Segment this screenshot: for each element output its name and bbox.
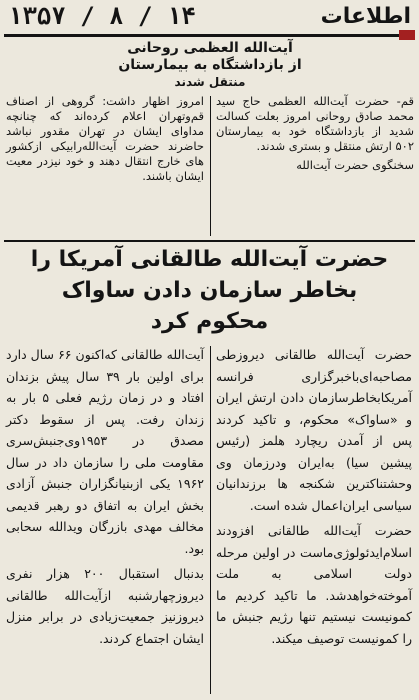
story1-paragraph: سخنگوی حضرت آیت‌الله: [296, 158, 414, 172]
story1-left-column: [6, 94, 204, 188]
story2-headline-line-2: بخاطر سازمان دادن ساواک: [61, 278, 358, 303]
story1-right-column: [216, 94, 414, 177]
story2-headline-line-1: حضرت آیت‌الله طالقانی آمریکا را: [30, 247, 389, 272]
story2-paragraph: حضرت آیت‌الله طالقانی دیروزطی مصاحبه‌ای‌باخبرگزاری فرانسه آمریکابخاطرسازمان دادن ارتش ایران و «ساواک» محکوم، و تاکید کردند پس از آمدن ریچارد هلمز (رئیس پیشین سیا) به‌ایران ودرزمان وی وحشتناکترین شکنجه ها برزندانیان سیاسی ایران‌اعمال شده است.: [216, 347, 412, 513]
story1-paragraph: امروز اظهار داشت: گروهی از اصناف قم‌وتهران اعلام کرده‌اند که چنانچه مداوای ایشان در تهران مقدور نباشد حاضرند حضرت آیت‌الله‌رابیکی ازکشور های خارج انتقال دهند و خود نیزدر معیت ایشان باشند.: [6, 94, 204, 183]
newspaper-name: اطلاعات: [320, 4, 411, 29]
story2-headline-line-3: محکوم کرد: [150, 309, 269, 334]
column-divider: [210, 346, 211, 694]
story1-headline-line-3: منتقل شدند: [174, 75, 246, 89]
column-divider: [210, 96, 211, 236]
story-divider: [4, 240, 415, 242]
story1-headline-line-1: آیت‌الله العظمی روحانی: [127, 40, 293, 56]
story2-left-column: [6, 344, 204, 653]
story1-headline-line-2: از بازداشتگاه به بیمارستان: [118, 57, 302, 73]
watermark-logo: [399, 30, 415, 40]
masthead: [4, 4, 415, 37]
story1-paragraph: قم- حضرت آیت‌الله العظمی حاج سید محمد صادق روحانی امروز بعلت کسالت شدید از بازداشتگاه خود به بیمارستان ۵۰۲ ارتش منتقل و بستری شدند.: [216, 94, 414, 153]
story2-paragraph: بدنبال استقبال ۲۰۰ هزار نفری دیروزچهارشنبه ازآیت‌الله طالقانی دیروزنیز جمعیت‌زیادی در برابر منزل ایشان اجتماع کردند.: [6, 566, 204, 646]
issue-date: ۱۳۵۷ / ۸ / ۱۴: [8, 2, 196, 30]
story2-paragraph: آیت‌الله طالقانی که‌اکنون ۶۶ سال دارد برای اولین بار ۳۹ سال پیش بزندان افتاد و در زمان رژیم فعلی ۵ بار به زندان رفت. پس از سقوط دکتر مصدق در ۱۹۵۳وی‌جنبش‌سری مقاومت ملی را سازمان داد در سال ۱۹۶۲ یکی ازبنیانگزاران جنبش آزادی بخش ایران به اتفاق دو رهبر قدیمی مخالف مهدی بازرگان ویدالله سحابی بود.: [6, 347, 205, 556]
story2-right-column: [216, 344, 412, 653]
story2-paragraph: حضرت آیت‌الله طالقانی افزودند اسلام‌ایدئولوژی‌ماست در اولین مرحله دولت اسلامی به ملت آموخته‌خواهدشد. ما تاکید کردیم ما کمونیست نیستیم تنها رژیم جنبش ما را کمونیست توصیف میکند.: [216, 523, 412, 646]
